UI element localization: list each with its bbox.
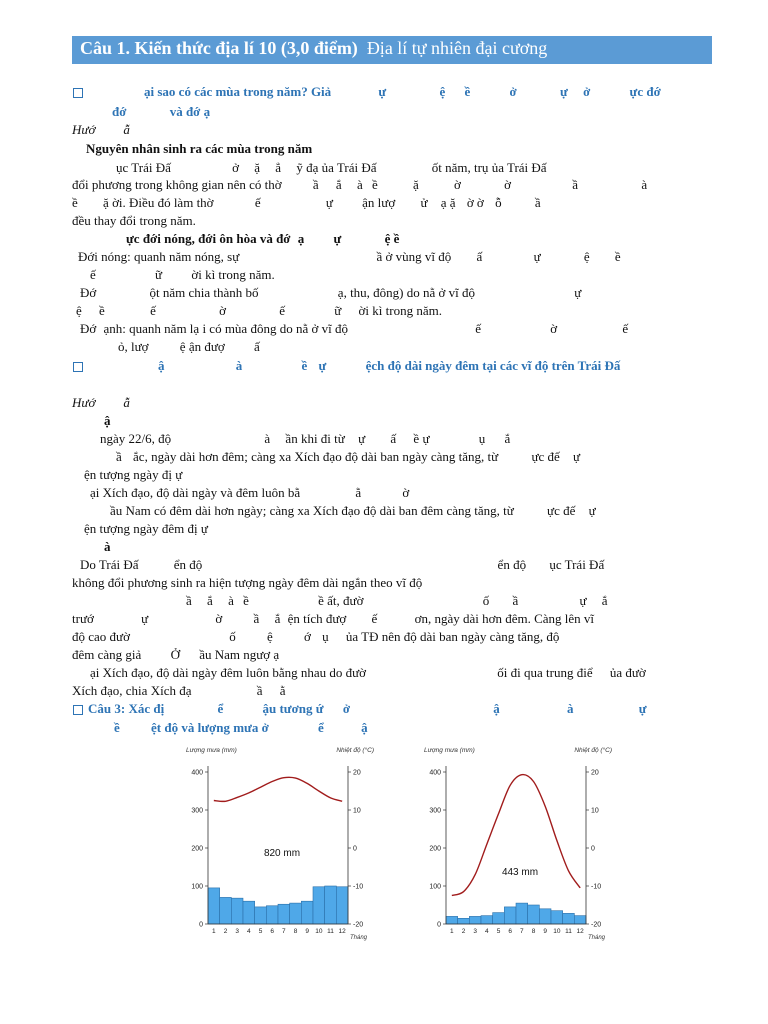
rain-bar: [220, 897, 232, 924]
paragraph-line: ề ặ ời. Điều đó làm thờ ế ự ận lượ ử ạ ặ ờ ờ ỗ ầ: [72, 195, 541, 210]
y2-tick-label: -20: [353, 921, 364, 929]
x-tick-label: 9: [305, 928, 309, 935]
x-tick-label: 6: [508, 928, 512, 935]
paragraph-line: ầ ắc, ngày dài hơn đêm; càng xa Xích đạo độ dài ban ngày càng tăng, từ ực đế ự: [116, 449, 581, 464]
y2-tick-label: 10: [353, 807, 361, 815]
subheading: ậ: [104, 413, 111, 428]
paragraph-line: trướ ự ờ ầ ắ ện tích đượ ế ơn, ngày dài hơn đêm. Càng lên vĩ: [72, 611, 595, 626]
y2-tick-label: 0: [591, 845, 595, 853]
rain-bar: [208, 888, 220, 924]
paragraph-line: không đổi phương sinh ra hiện tượng ngày đêm dài ngắn theo vĩ độ: [72, 575, 423, 590]
y-tick-label: 300: [429, 807, 441, 815]
x-tick-label: 5: [258, 928, 263, 935]
guide-label: Hướ ẫ: [72, 395, 130, 410]
rain-bar: [504, 907, 516, 924]
paragraph-line: đổi phương trong không gian nên có thờ ầ ắ à ề ặ ờ ờ ầ à: [72, 177, 648, 192]
paragraph-line: ầ ắ à ề ề ất, đườ ố ầ ự ắ: [186, 593, 608, 608]
guide-label: Hướ ẫ: [72, 122, 130, 137]
paragraph-line: Do Trái Đấ ển độ ển độ ục Trái Đấ: [80, 557, 605, 572]
question-1-line1: ại sao có các mùa trong năm? Giả ự ệ ề ở ự ở ực đớ: [144, 84, 661, 99]
zone-hot-line2: ế ữ ời kì trong năm.: [90, 267, 275, 282]
y-tick-label: 400: [191, 769, 203, 777]
x-tick-label: 2: [461, 928, 466, 935]
paragraph-line: ện tượng ngày đị ự: [84, 467, 183, 482]
x-tick-label: 7: [282, 928, 286, 935]
x-tick-label: 10: [315, 928, 323, 935]
x-tick-label: 12: [338, 928, 346, 935]
rain-bar: [551, 911, 563, 924]
paragraph-line: ầu Nam có đêm dài hơn ngày; càng xa Xích đạo độ dài ban đêm càng tăng, từ ực đế ự: [110, 503, 596, 518]
rain-bar: [255, 907, 267, 924]
x-tick-label: 5: [496, 928, 501, 935]
rain-bar: [528, 905, 540, 924]
temperature-line: [214, 777, 342, 801]
x-tick-label: 3: [235, 928, 239, 935]
question-3-title-line1: Câu 3: Xác đị ể ậu tương ứ ở ậ à ự: [88, 701, 647, 716]
x-axis-title: Tháng: [588, 935, 606, 941]
y-tick-label: 0: [199, 921, 203, 929]
x-tick-label: 11: [565, 928, 572, 935]
x-tick-label: 7: [520, 928, 524, 935]
rain-bar: [266, 906, 278, 924]
paragraph-line: ại Xích đạo, độ dài ngày và đêm luôn bằ ằ ờ: [90, 485, 410, 500]
paragraph-line: đêm càng giả Ở ầu Nam ngượ ạ: [72, 647, 280, 662]
y-tick-label: 200: [191, 845, 203, 853]
paragraph-line: độ cao đườ ố ệ ớ ụ ủa TĐ nên độ dài ban ngày càng tăng, độ: [72, 629, 560, 644]
rain-bar: [446, 916, 458, 924]
y2-axis-title: Nhiệt độ (°C): [574, 747, 612, 754]
section-header: [72, 36, 712, 64]
rain-bar: [243, 901, 255, 924]
x-tick-label: 2: [223, 928, 228, 935]
rain-bar: [290, 903, 302, 924]
total-rainfall-label: 820 mm: [263, 848, 301, 859]
zone-cold: Đớ ạnh: quanh năm lạ i có mùa đông do nằ ở vĩ độ ế ờ ế: [80, 321, 629, 336]
rain-bar: [313, 887, 325, 924]
rain-bar: [516, 903, 528, 924]
y2-tick-label: 10: [591, 807, 599, 815]
y2-tick-label: 0: [353, 845, 357, 853]
rain-bar: [481, 916, 493, 924]
subheading-zones: ực đới nóng, đới ôn hòa và đớ ạ ự ệ ề: [126, 231, 400, 246]
y-tick-label: 300: [191, 807, 203, 815]
rain-bar: [301, 901, 313, 924]
x-tick-label: 3: [473, 928, 477, 935]
x-tick-label: 4: [485, 928, 489, 935]
x-tick-label: 12: [576, 928, 584, 935]
x-tick-label: 4: [247, 928, 251, 935]
question-3-title-line2: ề ệt độ và lượng mưa ở ể ậ: [114, 720, 368, 735]
y-tick-label: 100: [191, 883, 203, 891]
zone-temperate: Đớ ột năm chia thành bố ạ, thu, đông) do nằ ở vĩ độ ự: [80, 285, 582, 300]
y-axis-title: Lượng mưa (mm): [424, 747, 475, 754]
x-axis-title: Tháng: [350, 935, 368, 941]
y-axis-title: Lượng mưa (mm): [186, 747, 237, 754]
y-tick-label: 200: [429, 845, 441, 853]
x-tick-label: 1: [212, 928, 216, 935]
paragraph-line: ục Trái Đấ ở ặ ẳ ỹ đạ ủa Trái Đấ ốt năm, trụ ủa Trái Đấ: [116, 160, 547, 175]
paragraph-line: ại Xích đạo, độ dài ngày đêm luôn bằng nhau do đườ ối đi qua trung điể ủa đườ: [90, 665, 646, 680]
rain-bar: [458, 918, 470, 924]
rain-bar: [231, 898, 243, 924]
x-tick-label: 6: [270, 928, 274, 935]
y2-tick-label: -10: [353, 883, 364, 891]
checkbox-icon: [73, 88, 83, 98]
paragraph-line: Xích đạo, chia Xích đạ ầ ằ: [72, 683, 286, 698]
x-tick-label: 8: [531, 928, 536, 935]
subheading-seasons: Nguyên nhân sinh ra các mùa trong năm: [86, 141, 313, 156]
y-tick-label: 400: [429, 769, 441, 777]
y-tick-label: 0: [437, 921, 441, 929]
checkbox-icon: [73, 362, 83, 372]
zone-temperate-line2: ệ ề ế ờ ế ữ ời kì trong năm.: [76, 303, 442, 318]
rain-bar: [278, 904, 290, 924]
y2-tick-label: 20: [591, 769, 599, 777]
rain-bar: [493, 913, 505, 924]
question-2-title: ậ à ề ự ệch độ dài ngày đêm tại các vĩ độ trên Trái Đấ: [158, 358, 621, 373]
x-tick-label: 9: [543, 928, 547, 935]
rain-bar: [539, 909, 551, 924]
subheading: à: [104, 539, 111, 554]
y2-axis-title: Nhiệt độ (°C): [336, 747, 374, 754]
rain-bar: [574, 916, 586, 924]
paragraph-line: ện tượng ngày đêm đị ự: [84, 521, 208, 536]
climate-chart-1: [176, 742, 376, 942]
zone-hot: Đới nóng: quanh năm nóng, sự ầ ở vùng vĩ độ ấ ự ệ ề: [78, 249, 621, 264]
rain-bar: [325, 886, 337, 924]
zone-cold-line2: ỏ, lượ ệ ận đượ ấ: [118, 339, 260, 354]
y-tick-label: 100: [429, 883, 441, 891]
x-tick-label: 10: [553, 928, 561, 935]
x-tick-label: 1: [450, 928, 454, 935]
y2-tick-label: -10: [591, 883, 602, 891]
x-tick-label: 8: [293, 928, 298, 935]
total-rainfall-label: 443 mm: [501, 867, 539, 878]
climate-chart-2: [414, 742, 614, 942]
rain-bar: [563, 913, 575, 924]
rain-bar: [469, 916, 481, 924]
checkbox-icon: [73, 705, 83, 715]
paragraph-line: đều thay đổi trong năm.: [72, 213, 196, 228]
rain-bar: [336, 887, 348, 924]
paragraph-line: ngày 22/6, độ à ần khi đi từ ự ấ ề ự ụ ắ: [100, 431, 511, 446]
question-1-line2: đớ và đớ ạ: [112, 104, 211, 119]
y2-tick-label: -20: [591, 921, 602, 929]
y2-tick-label: 20: [353, 769, 361, 777]
section-title: Câu 1. Kiến thức địa lí 10 (3,0 điểm) Địa lí tự nhiên đại cương: [80, 38, 548, 58]
x-tick-label: 11: [327, 928, 334, 935]
